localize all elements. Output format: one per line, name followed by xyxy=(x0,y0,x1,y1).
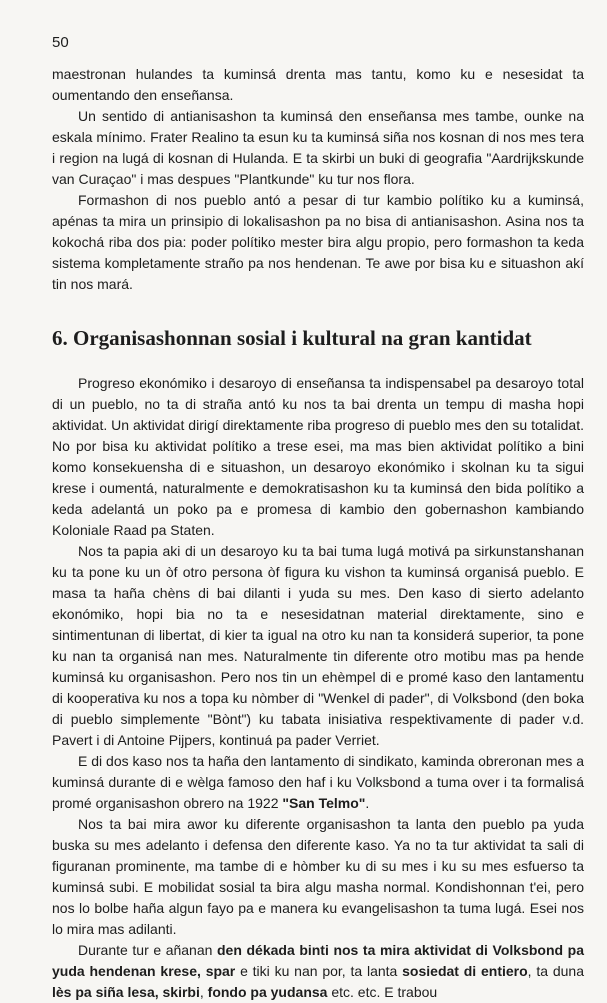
bold-text-run: sosiedat di entiero xyxy=(402,963,528,979)
text-run: e tiki ku nan por, ta lanta xyxy=(235,963,403,979)
text-run: E di dos kaso nos ta haña den lantamento di sindikato, kaminda obreronan mes a kuminsá durante di e wèlga famoso den haf i ku Volksbond a tuma over i ta formalisá promé organisashon obrero na 1922 xyxy=(52,753,584,811)
text-run: , xyxy=(199,984,208,1000)
paragraph: Formashon di nos pueblo antó a pesar di tur kambio polítiko ku a kuminsá, apénas ta mira un prinsipio di lokalisashon pa no bisa di antianisashon. Asina nos ta kokochá riba dos pia: poder polítiko mester bira algu propio, pero formashon ta keda sistema kompletamente straño pa nos hendenan. Te awe por bisa ku e situashon akí tin nos mará. xyxy=(52,192,584,292)
paragraph: maestronan hulandes ta kuminsá drenta mas tantu, komo ku e nesesidat ta oumentando den enseñansa. xyxy=(52,66,584,103)
section-heading: 6. Organisashonnan sosial i kultural na gran kantidat xyxy=(52,326,532,350)
bold-text-run: den dékada binti nos ta mira aktividat di Volksbond pa yuda hendenan krese, spar xyxy=(52,942,584,979)
paragraph: Nos ta papia aki di un desaroyo ku ta bai tuma lugá motivá pa sirkunstanshanan ku ta pone ku un òf otro persona òf figura ku vishon ta kuminsá organisá pueblo. E masa ta haña chèns di bai dilanti i yuda su mes. Den kaso di sierto adelanto ekonómiko, hopi bia no ta e nesesidatnan material direktamente, sino e sintimentunan di libertat, di kier ta igual na otro ku nan ta konsiderá superior, ta pone ku nan ta organisá nan mes. Naturalmente tin diferente otro motibu mas pa hende kuminsá ku organisashon. Pero nos tin un ehèmpel di e promé kaso den lantamentu di kooperativa ku nos a topa ku nòmber di "Wenkel di pader", di Volksbond (den boka di pueblo simplemente "Bònt") ku tabata inisiativa respektivamente di pader v.d. Pavert i di Antoine Pijpers, kontinuá pa pader Verriet. xyxy=(52,543,584,748)
paragraph: Nos ta bai mira awor ku diferente organisashon ta lanta den pueblo pa yuda buska su mes adelanto i defensa den diferente kaso. Ya no ta tur aktividat ta sali di figuranan prominente, ma tambe di e hòmber ku di su mes i ku su mes esfuerso ta kuminsá subi. E mobilidat sosial ta bira algu masha normal. Kondishonnan t'ei, pero nos lo bolbe haña algun fayo pa e manera ku evangelisashon ta tuma lugá. Esei nos lo mira mas adilanti. xyxy=(52,816,584,937)
text-run: , ta duna xyxy=(527,963,584,979)
paragraph: Un sentido di antianisashon ta kuminsá den enseñansa mes tambe, ounke na eskala mínimo. Frater Realino ta esun ku ta kuminsá siña nos kosnan di nos mes tera i region na lugá di kosnan di Hulanda. E ta skirbi un buki di geografia "Aardrijkskunde van Curaçao" i mas despues "Plantkunde" ku tur nos flora. xyxy=(52,108,584,187)
page-body xyxy=(52,64,584,1003)
bold-text-run: lès pa siña lesa, skirbi xyxy=(52,984,200,1000)
paragraph xyxy=(52,940,584,1003)
paragraph: Progreso ekonómiko i desaroyo di enseñansa ta indispensabel pa desaroyo total di un pueblo, no ta di straña antó ku nos ta bai drenta un tempu di masha hopi aktividat. Un aktividat dirigí direktamente riba progreso di pueblo mes den su totalidat. No por bisa ku aktividat polítiko a trese esei, ma mas bien aktividat polítiko a bini komo konsekuensha di e situashon, un desaroyo ekonómiko i skolnan ku ta sigui krese i oumentá, naturalmente e demokratisashon ku ta kuminsá den bida polítiko a keda adelantá un poko pa e promesa di kambio den gobernashon kambiando Koloniale Raad pa Staten. xyxy=(52,375,584,538)
paragraph xyxy=(52,751,584,814)
text-run: Durante tur e añanan xyxy=(78,942,217,958)
bold-text-run: fondo pa yudansa xyxy=(207,984,328,1000)
page-number: 50 xyxy=(52,34,69,51)
bold-text-run: "San Telmo" xyxy=(282,795,366,811)
text-run: etc. etc. E trabou xyxy=(327,984,438,1000)
text-run: . xyxy=(365,795,370,811)
